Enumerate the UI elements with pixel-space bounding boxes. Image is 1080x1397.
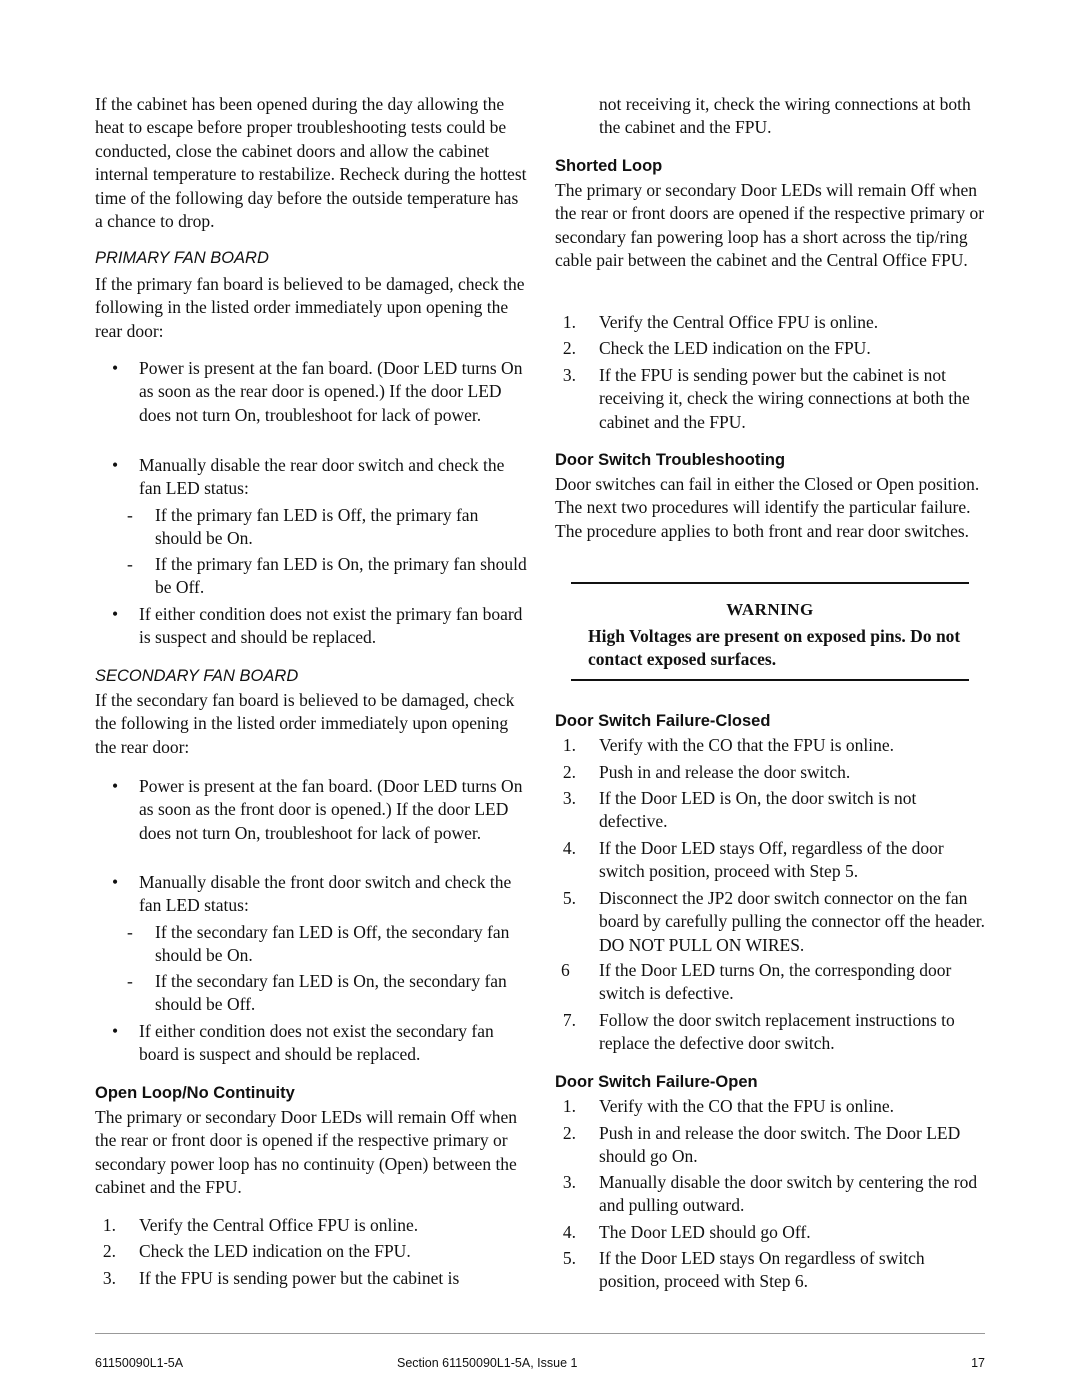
list-item: 5. If the Door LED stays On regardless of switch position, proceed with Step 6. xyxy=(562,1248,925,1292)
list-item: 2. Check the LED indication on the FPU. xyxy=(102,1241,411,1261)
list-item: 3. If the Door LED is On, the door switch is not defective. xyxy=(562,788,917,832)
page-number: 17 xyxy=(971,1356,985,1370)
list-item: 1. Verify with the CO that the FPU is online. xyxy=(562,735,895,755)
bullet-icon: • xyxy=(112,358,119,378)
bullet-icon: • xyxy=(112,455,119,475)
dash-icon: - xyxy=(127,554,133,574)
list-item: • Power is present at the fan board. (Door LED turns On as soon as the front door is opened.) If the door LED does not turn On, troubleshoot for lack of power. xyxy=(112,776,523,843)
warning-top-rule xyxy=(571,582,969,584)
list-item: 6 If the Door LED turns On, the corresponding door switch is defective. xyxy=(561,960,952,1004)
heading-open-loop: Open Loop/No Continuity xyxy=(95,1084,295,1102)
list-item: • If either condition does not exist the primary fan board is suspect and should be replaced. xyxy=(112,604,523,648)
list-item: • If either condition does not exist the secondary fan board is suspect and should be replaced. xyxy=(112,1021,494,1065)
warning-bottom-rule xyxy=(571,679,969,681)
heading-failure-closed: Door Switch Failure-Closed xyxy=(555,712,771,730)
warning-title: WARNING xyxy=(726,600,814,619)
list-item: 5. Disconnect the JP2 door switch connector on the fan board by carefully pulling the connector off the header. DO NOT PULL ON WIRES. xyxy=(562,888,985,955)
list-item: 4. If the Door LED stays Off, regardless of the door switch position, proceed with Step 5. xyxy=(562,838,944,882)
footer-rule xyxy=(95,1333,985,1334)
list-item: 1. Verify the Central Office FPU is online. xyxy=(562,312,879,332)
list-item: 3. If the FPU is sending power but the cabinet is not receiving it, check the wiring connections at both the cabinet and the FPU. xyxy=(562,365,970,432)
list-item: - If the secondary fan LED is Off, the secondary fan should be On. xyxy=(127,922,510,966)
heading-secondary-fan-board: SECONDARY FAN BOARD xyxy=(95,667,299,685)
primary-intro: If the primary fan board is believed to be damaged, check the following in the listed order immediately upon opening the rear door: xyxy=(95,274,525,341)
secondary-intro: If the secondary fan board is believed to be damaged, check the following in the listed order immediately upon opening the rear door: xyxy=(95,690,515,757)
bullet-icon: • xyxy=(112,604,119,624)
list-item: 2. Push in and release the door switch. The Door LED should go On. xyxy=(562,1123,961,1167)
list-item: 1. Verify the Central Office FPU is online. xyxy=(102,1215,419,1235)
bullet-icon: • xyxy=(112,1021,119,1041)
list-item: • Manually disable the front door switch and check the fan LED status: xyxy=(112,872,512,916)
warning-text: High Voltages are present on exposed pins. Do not contact exposed surfaces. xyxy=(588,626,961,670)
list-item: 2. Check the LED indication on the FPU. xyxy=(562,338,871,358)
list-item: - If the primary fan LED is Off, the primary fan should be On. xyxy=(127,505,479,549)
heading-primary-fan-board: PRIMARY FAN BOARD xyxy=(95,249,269,267)
list-item: 3. If the FPU is sending power but the cabinet is xyxy=(102,1268,460,1288)
footer-section: Section 61150090L1-5A, Issue 1 xyxy=(397,1356,578,1370)
list-item: 1. Verify with the CO that the FPU is online. xyxy=(562,1096,895,1116)
bullet-icon: • xyxy=(112,776,119,796)
list-item: - If the secondary fan LED is On, the secondary fan should be Off. xyxy=(127,971,507,1015)
list-item: • Manually disable the rear door switch and check the fan LED status: xyxy=(112,455,505,499)
open-loop-paragraph: The primary or secondary Door LEDs will remain Off when the rear or front door is opened if the respective primary or secondary power loop has no continuity (Open) between the cabinet and the FPU. xyxy=(95,1107,517,1198)
heading-shorted-loop: Shorted Loop xyxy=(555,157,663,175)
list-item: 2. Push in and release the door switch. xyxy=(562,762,851,782)
footer-doc-number: 61150090L1-5A xyxy=(95,1356,184,1370)
list-item: 3. Manually disable the door switch by centering the rod and pulling outward. xyxy=(562,1172,978,1216)
dash-icon: - xyxy=(127,971,133,991)
shorted-loop-paragraph: The primary or secondary Door LEDs will remain Off when the rear or front doors are opened if the respective primary or secondary fan powering loop has a short across the tip/ring cable pair between the cabinet and the Central Office FPU. xyxy=(555,180,985,271)
list-item: 4. The Door LED should go Off. xyxy=(562,1222,811,1242)
list-item: • Power is present at the fan board. (Door LED turns On as soon as the rear door is opened.) If the door LED does not turn On, troubleshoot for lack of power. xyxy=(112,358,523,425)
list-item: - If the primary fan LED is On, the primary fan should be Off. xyxy=(127,554,527,598)
dash-icon: - xyxy=(127,505,133,525)
heading-failure-open: Door Switch Failure-Open xyxy=(555,1073,758,1091)
list-item: 7. Follow the door switch replacement instructions to replace the defective door switch. xyxy=(562,1010,955,1054)
bullet-icon: • xyxy=(112,872,119,892)
heading-door-switch-troubleshooting: Door Switch Troubleshooting xyxy=(555,451,786,469)
door-switch-paragraph: Door switches can fail in either the Closed or Open position. The next two procedures will identify the particular failure. The procedure applies to both front and rear door switches. xyxy=(555,474,980,541)
intro-paragraph: If the cabinet has been opened during the day allowing the heat to escape before proper troubleshooting tests could be conducted, close the cabinet doors and allow the cabinet internal temperature to restabilize. Recheck during the hottest time of the following day before the outside temperature has a chance to drop. xyxy=(95,94,527,232)
continued-text: not receiving it, check the wiring connections at both the cabinet and the FPU. xyxy=(599,94,971,138)
dash-icon: - xyxy=(127,922,133,942)
